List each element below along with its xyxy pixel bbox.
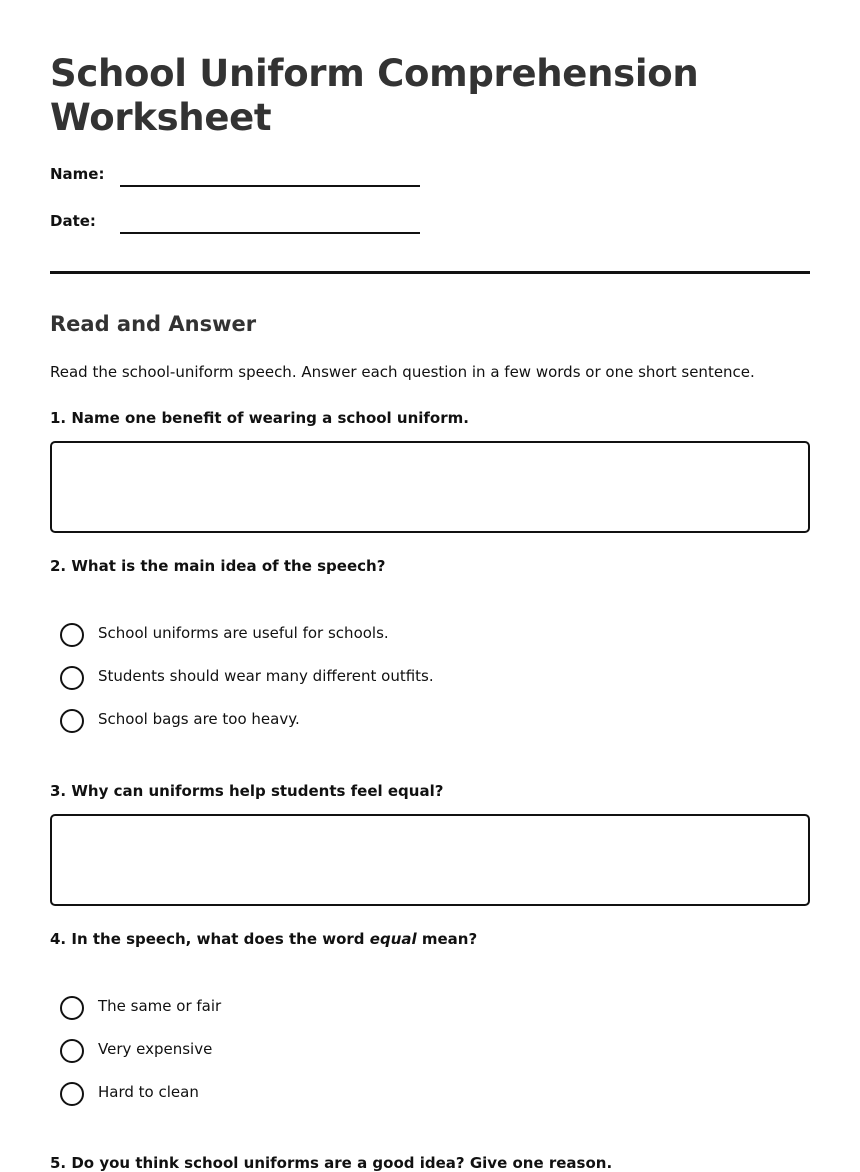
date-label: Date: [50, 212, 96, 230]
q4-option-2[interactable] [60, 1038, 660, 1064]
q2-option-2[interactable] [60, 665, 660, 691]
answer-box-3[interactable] [50, 814, 810, 906]
answer-box-1[interactable] [50, 441, 810, 533]
date-field[interactable] [50, 212, 470, 236]
q4-option-3[interactable] [60, 1081, 660, 1107]
radio-button[interactable] [60, 1039, 84, 1063]
name-line[interactable] [120, 185, 420, 187]
option-label: Very expensive [98, 1040, 213, 1058]
question-4-text-before: 4. In the speech, what does the word [50, 930, 370, 948]
question-2: 2. What is the main idea of the speech? [50, 557, 386, 575]
question-4-emphasis: equal [369, 930, 417, 948]
radio-button[interactable] [60, 1082, 84, 1106]
q4-option-1[interactable] [60, 995, 660, 1021]
radio-button[interactable] [60, 623, 84, 647]
worksheet-title: School Uniform Comprehension Worksheet [50, 52, 699, 139]
question-1: 1. Name one benefit of wearing a school uniform. [50, 409, 469, 427]
q2-option-3[interactable] [60, 708, 660, 734]
question-4 [50, 930, 477, 948]
header-divider [50, 271, 810, 274]
option-label: Students should wear many different outfits. [98, 667, 434, 685]
date-line[interactable] [120, 232, 420, 234]
radio-button[interactable] [60, 709, 84, 733]
section-title: Read and Answer [50, 312, 257, 336]
question-4-text-after: mean? [416, 930, 478, 948]
question-3: 3. Why can uniforms help students feel equal? [50, 782, 444, 800]
option-label: School uniforms are useful for schools. [98, 624, 389, 642]
option-label: Hard to clean [98, 1083, 199, 1101]
name-field[interactable] [50, 165, 470, 189]
name-label: Name: [50, 165, 105, 183]
instructions-text: Read the school-uniform speech. Answer each question in a few words or one short sentence. [50, 363, 755, 381]
option-label: School bags are too heavy. [98, 710, 300, 728]
option-label: The same or fair [98, 997, 222, 1015]
q2-option-1[interactable] [60, 622, 660, 648]
question-5: 5. Do you think school uniforms are a good idea? Give one reason. [50, 1154, 613, 1172]
radio-button[interactable] [60, 666, 84, 690]
radio-button[interactable] [60, 996, 84, 1020]
